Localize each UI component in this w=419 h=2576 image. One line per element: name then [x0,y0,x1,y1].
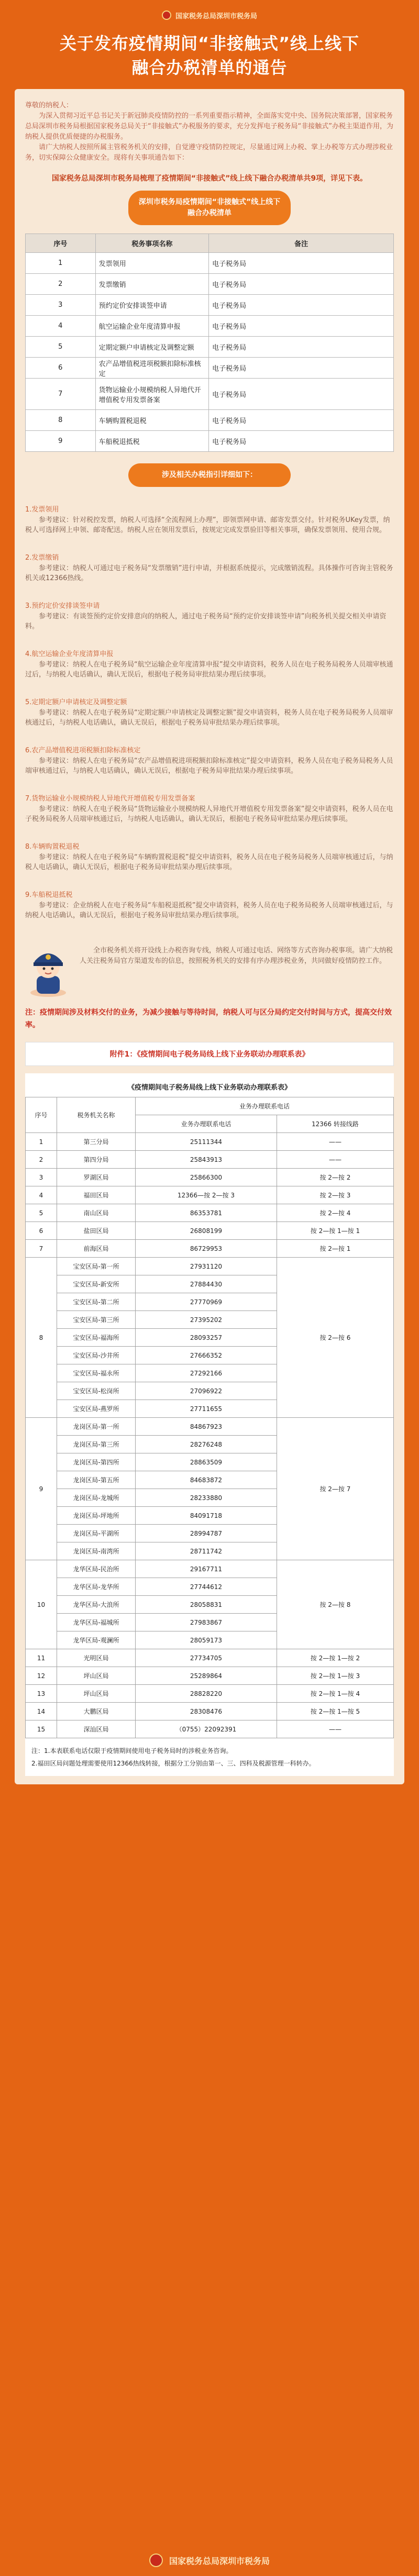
tax-emblem-icon [149,2553,163,2567]
table-row: 宝安区局-福海所 28093257 [26,1329,394,1347]
top-header-text: 国家税务总局深圳市税务局 [175,12,257,20]
guide-item: 1.发票领用 参考建议：针对税控发票，纳税人可选择“全流程网上办理”，即领票网申请、邮寄发票交付。针对税务UKey发票，纳税人可选择网上申领、邮寄配送。纳税人应在领用发票后，按规定完成发票验旧等相关事项，确保发票领用、使用合规。 [25,506,390,534]
table-row: 6 盐田区局 26808199 按 2—按 1—按 1 [26,1222,394,1240]
table-row: 龙华区局-观澜所 28059173 [26,1631,394,1649]
attachment-box [25,1042,394,1066]
contact-table: 序号 税务机关名称 业务办理联系电话 业务办理联系电话 12366 转接线路 1 第三分局 25111344 —— 2 第四分局 25843913 —— 3 罗湖区局 25866300 按 2—按 2 4 福田区局 12366—按 2—按 3 按 2—按 3 5 南山区局 86353781 按 2—按 4 6 盐田区局 26808199 按 2—按 1—按 1 7 前海区局 86729953 按 2—按 1 8 宝安区局-第一所 27931120 按 2—按 6 宝安区局-新安所 27884430 宝安区局-第二所 27770969 宝安区局-第三所 27395202 宝安区局-福海所 28093257 宝安区局-沙井所 27666352 宝安区局-福永所 27292166 宝安区局-松岗所 27096922 宝安区局-燕罗所 27711655 9 龙岗区局-第一所 84867923 按 2—按 7 龙岗区局-第三所 28276248 龙岗区局-第四所 28863509 龙岗区局-第五所 84683872 龙岗区局-龙城所 28233880 龙岗区局-坪地所 84091718 龙岗区局-平湖所 28994787 龙岗区局-南湾所 28711742 10 龙华区局-民治所 29167711 按 2—按 8 龙华区局-龙华所 27744612 龙华区局-大浪所 28058831 龙华区局-福城所 27983867 龙华区局-观澜所 28059173 11 光明区局 27734705 按 2—按 1—按 2 12 坪山区局 25289864 按 2—按 1—按 3 13 坪山区局 28828220 按 2—按 1—按 4 14 大鹏区局 28308476 按 2—按 1—按 5 15 深汕区局 （0755）22092391 —— [25,1097,394,1738]
guide-item: 6.农产品增值税进项税额扣除标准核定 参考建议：纳税人在电子税务局“农产品增值税进项税额扣除标准核定”提交申请资料，税务人员在电子税务局税务人员端审核通过后，与纳税人电话确认，确认无误后，根据电子税务局审批结果办理后续事项。 [25,747,393,775]
table-row: 宝安区局-第三所 27395202 [26,1311,394,1329]
contact-table-wrap [25,1073,394,1776]
guide-list [25,505,394,920]
table-row: 12 坪山区局 25289864 按 2—按 1—按 3 [26,1667,394,1685]
page-title: 关于发布疫情期间“非接触式”线上线下 融合办税清单的通告 [59,34,360,77]
table-row: 10 龙华区局-民治所 29167711 按 2—按 8 [26,1560,394,1578]
table-row: 龙岗区局-第三所 28276248 [26,1436,394,1453]
notice-text: 国家税务总局深圳市税务局梳理了疫情期间“非接触式”线上线下融合办税清单共9项，详见下表。 [51,174,368,183]
table-row: 龙岗区局-龙城所 28233880 [26,1489,394,1507]
table-row: 8 宝安区局-第一所 27931120 按 2—按 6 [26,1258,394,1275]
top-header [0,9,419,21]
table-row: 龙岗区局-第四所 28863509 [26,1453,394,1471]
table-row: 4 航空运输企业年度清算申报 电子税务局 [26,316,394,337]
guide-item: 8.车辆购置税退税 参考建议：纳税人在电子税务局“车辆购置税退税”提交申请资料，税务人员在电子税务局税务人员端审核通过后，与纳税人电话确认，确认无误后，根据电子税务局审批结果办理后续事项。 [25,843,393,871]
guide-item: 7.货物运输业小规模纳税人异地代开增值税专用发票备案 参考建议：纳税人在电子税务局“货物运输业小规模纳税人异地代开增值税专用发票备案”提交申请资料，税务人员在电子税务局税务人员端审核通过后，与纳税人电话确认，确认无误后，根据电子税务局审批结果办理后续事项。 [25,795,393,823]
footer [0,2545,419,2576]
guide-item: 3.预约定价安排谈签申请 参考建议：有谈签预约定价安排意向的纳税人，通过电子税务局“预约定价安排谈签申请”向税务机关提交相关申请资料。 [25,602,387,630]
duty-text: 全市税务机关将开设线上办税咨询专线，纳税人可通过电话、网络等方式咨询办税事项。请广大纳税人关注税务局官方渠道发布的信息，按照税务机关的安排有序办理涉税业务，共同做好疫情防控工作。 [80,947,393,965]
table-row: 5 南山区局 86353781 按 2—按 4 [26,1204,394,1222]
guide-item: 4.航空运输企业年度清算申报 参考建议：纳税人在电子税务局“航空运输企业年度清算申报”提交申请资料，税务人员在电子税务局税务人员端审核通过后，与纳税人电话确认，确认无误后，根据电子税务局审批结果办理后续事项。 [25,650,393,679]
table-row: 9 龙岗区局-第一所 84867923 按 2—按 7 [26,1418,394,1436]
guide-item: 2.发票缴销 参考建议：纳税人可通过电子税务局“发票缴销”进行申请，并根据系统提示，完成缴销流程。具体操作可咨询主管税务机关或12366热线。 [25,554,393,582]
table-row: 3 罗湖区局 25866300 按 2—按 2 [26,1169,394,1186]
table-row: 7 货物运输业小规模纳税人异地代开增值税专用发票备案 电子税务局 [26,379,394,410]
table-row: 宝安区局-燕罗所 27711655 [26,1400,394,1418]
officer-avatar-icon [25,946,71,997]
attachment-title: 附件1：《疫情期间电子税务局线上线下业务联动办理联系表》 [109,1050,310,1059]
table-row: 宝安区局-第二所 27770969 [26,1293,394,1311]
table-row: 龙华区局-龙华所 27744612 [26,1578,394,1596]
footer-text: 国家税务总局深圳市税务局 [169,2556,270,2566]
table-row: 1 第三分局 25111344 —— [26,1133,394,1151]
table-row: 7 前海区局 86729953 按 2—按 1 [26,1240,394,1258]
table-row: 宝安区局-福永所 27292166 [26,1364,394,1382]
guide-title-pill: 涉及相关办税指引详细如下： [128,463,291,487]
contact-notes: 注：1.本表联系电话仅限于疫情期间使用电子税务局时的涉税业务咨询。 2.福田区局问题处理需要使用12366热线转接，根据分工分别由第一、三、四科及税源管理一科转办。 [25,1738,394,1776]
table-row: 14 大鹏区局 28308476 按 2—按 1—按 5 [26,1703,394,1720]
table-row: 1 发票领用 电子税务局 [26,253,394,274]
table-row: 15 深汕区局 （0755）22092391 —— [26,1720,394,1738]
table-row: 9 车船税退抵税 电子税务局 [26,431,394,452]
table-row: 6 农产品增值税进项税额扣除标准核定 电子税务局 [26,358,394,379]
table-row: 宝安区局-松岗所 27096922 [26,1382,394,1400]
table-row: 龙岗区局-坪地所 84091718 [26,1507,394,1525]
table-row: 龙岗区局-第五所 84683872 [26,1471,394,1489]
intro-paragraph-1: 为深入贯彻习近平总书记关于新冠肺炎疫情防控的一系列重要指示精神，全面落实党中央、国务院决策部署，国家税务总局深圳市税务局根据国家税务总局关于“非接触式”办税服务的要求，充分发挥电子税务局“非接触式”办税主渠道作用，为纳税人提供优质便捷的办税服务。 [25,112,393,141]
table-row: 5 定期定额户申请核定及调整定额 电子税务局 [26,337,394,358]
table-row: 龙华区局-大浪所 28058831 [26,1596,394,1614]
table-row: 宝安区局-新安所 27884430 [26,1275,394,1293]
tax-emblem-icon [162,10,171,20]
table-row: 4 福田区局 12366—按 2—按 3 按 2—按 3 [26,1186,394,1204]
content-card [15,89,404,1784]
table-row: 2 第四分局 25843913 —— [26,1151,394,1169]
red-notice: 注：疫情期间涉及材料交付的业务，为减少接触与等待时间，纳税人可与区分局约定交付时间与方式，提高交付效率。 [25,1008,392,1029]
table-row: 3 预约定价安排谈签申请 电子税务局 [26,295,394,316]
table-row: 2 发票缴销 电子税务局 [26,274,394,295]
table-row: 龙岗区局-南湾所 28711742 [26,1542,394,1560]
table-row: 龙岗区局-平湖所 28994787 [26,1525,394,1542]
guide-item: 9.车船税退抵税 参考建议：企业纳税人在电子税务局“车船税退抵税”提交申请资料，税务人员在电子税务局税务人员端审核通过后，与纳税人电话确认，确认无误后，根据电子税务局审批结果办理后续事项。 [25,891,393,919]
intro-paragraph-2: 请广大纳税人按照所属主管税务机关的安排，自觉遵守疫情防控规定，尽量通过网上办税、掌上办税等方式办理涉税业务，切实保障公众健康安全。现将有关事项通告如下： [25,143,393,162]
contact-table-title: 《疫情期间电子税务局线上线下业务联动办理联系表》 [25,1073,394,1097]
table-row: 龙华区局-福城所 27983867 [26,1614,394,1631]
guide-item: 5.定期定额户申请核定及调整定额 参考建议：纳税人在电子税务局“定期定额户申请核定及调整定额”提交申请资料，税务人员在电子税务局税务人员端审核通过后，与纳税人电话确认，确认无误后，根据电子税务局审批结果办理后续事项。 [25,698,393,727]
duty-section [25,946,394,997]
table-title-pill: 深圳市税务局疫情期间“非接触式”线上线下融合办税清单 [128,191,291,225]
table-row: 8 车辆购置税退税 电子税务局 [26,410,394,431]
greeting: 尊敬的纳税人： [25,102,73,109]
tax-items-table [25,234,394,452]
table-header: 序号 税务事项名称 备注 [26,234,394,253]
contact-header: 序号 税务机关名称 业务办理联系电话 [26,1097,394,1115]
table-row: 13 坪山区局 28828220 按 2—按 1—按 4 [26,1685,394,1703]
table-row: 宝安区局-沙井所 27666352 [26,1347,394,1364]
table-row: 11 光明区局 27734705 按 2—按 1—按 2 [26,1649,394,1667]
